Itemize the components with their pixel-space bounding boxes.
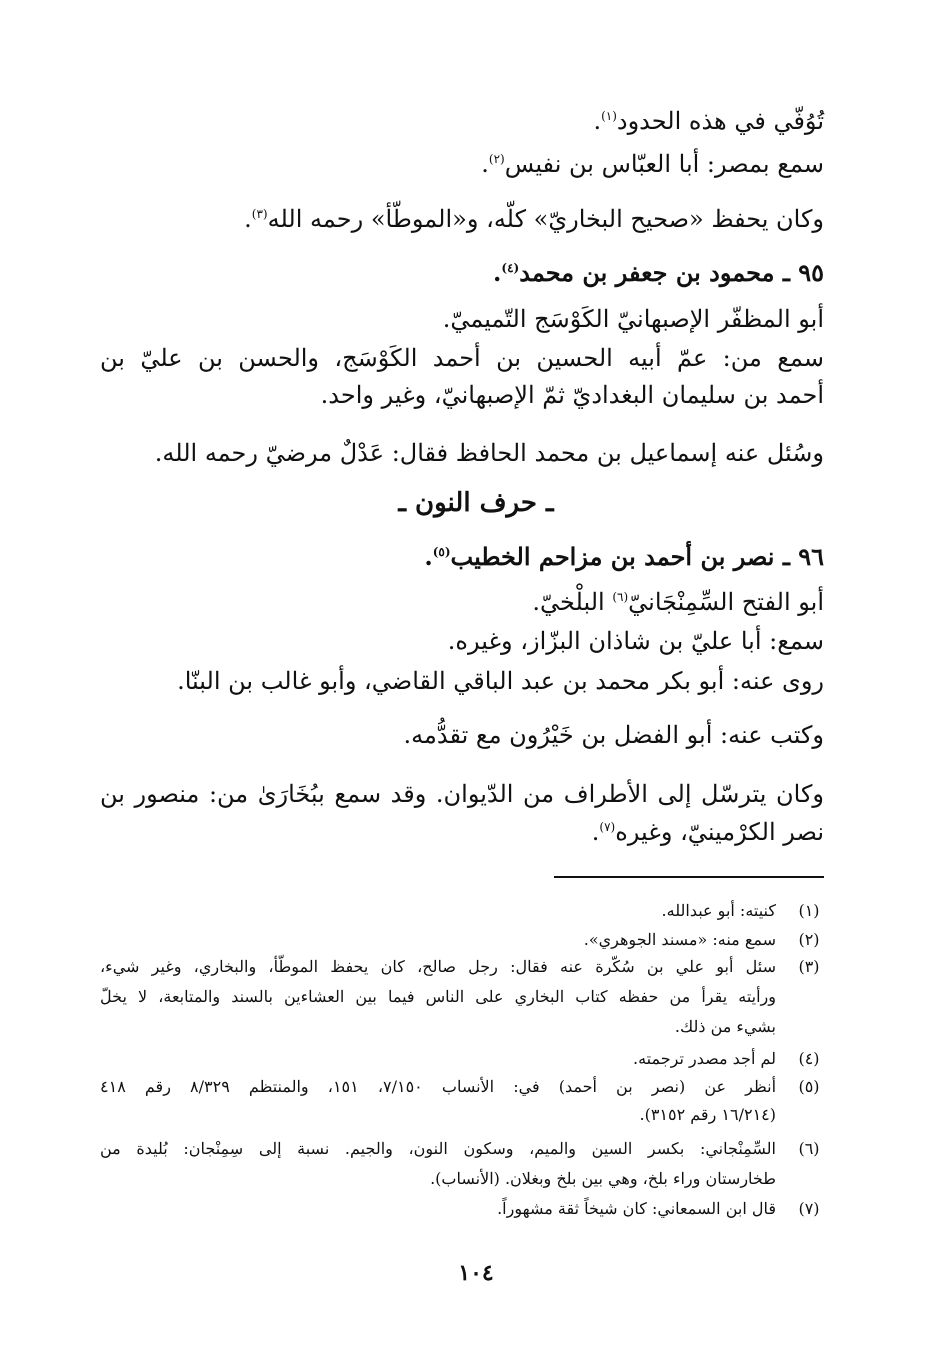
text: . [591, 818, 600, 846]
text: نصر الكرْمينيّ، وغيره [615, 818, 824, 846]
text-line: وكان يترسّل إلى الأطراف من الدّيوان. وقد سمع ببُخَارَىٰ من: منصور بن [100, 780, 824, 808]
text: وكان يحفظ «صحيح البخاريّ» كلّه، و«الموطّأ» رحمه الله [267, 205, 824, 233]
footnote-ref: (٢) [488, 152, 505, 166]
footnote-text: بشيء من ذلك. [674, 1017, 776, 1036]
footnote-number: (٢) [798, 930, 820, 949]
text-line: وكتب عنه: أبو الفضل بن خَيْرُون مع تقدُّمه. [403, 721, 824, 749]
footnote-number: (٤) [798, 1049, 820, 1068]
text-line: تُوُفّي في هذه الحدود$^{(١)}$. [593, 107, 824, 135]
text: البلْخيّ. [532, 588, 605, 616]
footnote-ref: (٦) [612, 590, 629, 604]
page-number: ١٠٤ [458, 1260, 494, 1286]
text-line: وكان يحفظ «صحيح البخاريّ» كلّه، و«الموطّأ» رحمه الله$^{(٣)}$. [244, 205, 824, 233]
text: أبو الفتح السِّمِنْجَانيّ [628, 588, 824, 616]
footnote-number: (٥) [798, 1077, 820, 1096]
footnote-text: (١٦/٢١٤ رقم ٣١٥٢). [639, 1105, 776, 1124]
footnote-number: (٦) [798, 1139, 820, 1158]
footnote-text: لم أجد مصدر ترجمته. [633, 1049, 776, 1068]
text-line [100, 815, 824, 849]
text-line: وسُئل عنه إسماعيل بن محمد الحافظ فقال: عَدْلٌ مرضيّ رحمه الله. [154, 439, 824, 467]
text-line: روى عنه: أبو بكر محمد بن عبد الباقي القاضي، وأبو غالب بن البنّا. [177, 667, 824, 695]
footnote-text: سمع منه: «مسند الجوهري». [583, 930, 776, 949]
footnote-number: (١) [798, 901, 820, 920]
footnote-number: (٣) [798, 957, 820, 976]
footnote-ref: (٥) [432, 545, 451, 559]
footnote-ref: (٣) [251, 207, 268, 221]
footnote-text: قال ابن السمعاني: كان شيخاً ثقة مشهوراً. [497, 1199, 776, 1218]
entry-title-text: ٩٦ ـ نصر بن أحمد بن مزاحم الخطيب [450, 542, 824, 571]
text-line: أحمد بن سليمان البغداديّ ثمّ الإصبهانيّ، وغير واحد. [320, 381, 824, 409]
entry-96-title: ٩٦ ـ نصر بن أحمد بن مزاحم الخطيب$^{(٥)}$. [424, 542, 824, 571]
footnote-text: سئل أبو علي بن سُكّرة عنه فقال: رجل صالح، كان يحفظ الموطّأ، والبخاري، وغير شيء، [100, 957, 776, 976]
footnote-text: طخارستان وراء بلخ، وهي بين بلخ وبغلان. (الأنساب). [430, 1169, 776, 1188]
footnote-text: كنيته: أبو عبدالله. [661, 901, 776, 920]
text: سمع بمصر: أبا العبّاس بن نفيس [504, 150, 824, 178]
footnote-ref: (٤) [501, 261, 520, 275]
footnote-separator [554, 876, 824, 878]
entry-title-text: ٩٥ ـ محمود بن جعفر بن محمد [519, 258, 824, 287]
footnote-text: السِّمِنْجاني: بكسر السين والميم، وسكون النون، والجيم. نسبة إلى سِمِنْجان: بُليدة من [100, 1139, 776, 1158]
footnote-text: ورأيته يقرأ من حفظه كتاب البخاري على الناس فيما بين العشاءين بالسند والمتابعة، لا يخلّ [100, 987, 776, 1006]
footnote-number: (٧) [798, 1199, 820, 1218]
section-heading: ـ حرف النون ـ [398, 488, 554, 518]
text-line: سمع: أبا عليّ بن شاذان البزّاز، وغيره. [447, 627, 824, 655]
text-line: سمع بمصر: أبا العبّاس بن نفيس$^{(٢)}$. [481, 150, 824, 178]
text-line: سمع من: عمّ أبيه الحسين بن أحمد الكَوْسَج، والحسن بن عليّ بن [100, 344, 824, 372]
footnote-ref: (٧) [599, 820, 616, 834]
entry-95-title: ٩٥ ـ محمود بن جعفر بن محمد$^{(٤)}$. [493, 258, 824, 287]
footnote-ref: (١) [601, 109, 617, 123]
text: تُوُفّي في هذه الحدود [616, 107, 824, 135]
text-line [100, 585, 824, 619]
text-line: أبو المظفّر الإصبهانيّ الكَوْسَج التّميميّ. [442, 305, 824, 333]
footnote-text: أنظر عن (نصر بن أحمد) في: الأنساب ٧/١٥٠، ١٥١، والمنتظم ٨/٣٢٩ رقم ٤١٨ [100, 1077, 777, 1096]
